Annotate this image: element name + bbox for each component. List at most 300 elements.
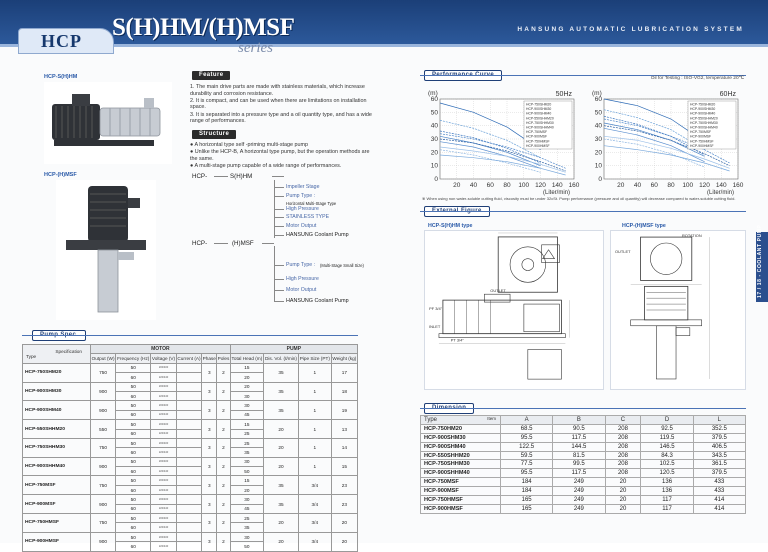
dim-b: 117.5	[553, 433, 605, 442]
dim-d: 146.5	[641, 442, 693, 451]
spec-voltage-50	[151, 514, 176, 523]
spec-freq-50: 50	[116, 476, 151, 485]
spec-pipe-size: 1	[298, 420, 331, 439]
spec-weight: 23	[331, 495, 357, 514]
spec-model: HCP-750HMSF	[23, 514, 91, 533]
dim-c: 20	[605, 478, 641, 487]
x-tick-label: 140	[715, 182, 727, 189]
spec-output: 750	[91, 363, 116, 382]
spec-weight: 19	[331, 401, 357, 420]
legend-entry: HCP-900HMSF	[690, 143, 714, 148]
series-title: S(H)HM/(H)MSF	[112, 14, 295, 41]
stainless-label: STAINLESS TYPE	[286, 214, 330, 220]
spec-pipe-size: 3/4	[298, 514, 331, 533]
legend-entry: HCP-550SHHM20	[690, 116, 718, 121]
dim-d: 136	[641, 487, 693, 496]
dim-c: 20	[605, 487, 641, 496]
spec-freq-60: 60	[116, 410, 151, 419]
spec-weight: 13	[331, 420, 357, 439]
x-tick-label: 140	[551, 182, 563, 189]
ext-type-left: HCP-S(H)HM type	[428, 223, 473, 229]
spec-head-50: 15	[230, 420, 263, 429]
dim-l: 406.5	[693, 442, 745, 451]
dim-c: 208	[605, 433, 641, 442]
spec-head-50: 15	[230, 363, 263, 372]
spec-freq-60: 60	[116, 467, 151, 476]
spec-head-60: 20	[230, 485, 263, 494]
dim-b: 81.5	[553, 451, 605, 460]
dim-l: 414	[693, 496, 745, 505]
spec-volt-a: 200/400	[158, 404, 169, 408]
spec-current-60	[176, 373, 201, 382]
spec-head-50: 30	[230, 457, 263, 466]
dim-l: 433	[693, 478, 745, 487]
spec-weight: 20	[331, 514, 357, 533]
y-tick-label: 50	[430, 109, 438, 117]
x-tick-label: 120	[699, 182, 710, 189]
spec-dis-vol: 20	[264, 420, 299, 439]
x-tick-label: 160	[732, 182, 744, 189]
spec-phase: 3	[202, 495, 217, 514]
dimension-table	[420, 415, 746, 514]
y-tick-label: 30	[594, 136, 602, 143]
dimension-row	[421, 433, 746, 442]
dim-a: 59.5	[501, 451, 553, 460]
spec-poles: 2	[217, 363, 230, 382]
msf-drawing	[610, 230, 746, 390]
y-tick-label: 30	[430, 136, 438, 143]
spec-weight: 15	[331, 457, 357, 476]
y-axis-unit: (m)	[592, 90, 602, 97]
spec-dis-vol: 20	[264, 532, 299, 551]
x-tick-label: 100	[518, 182, 530, 189]
dim-b: 99.5	[553, 460, 605, 469]
spec-freq-50: 50	[116, 363, 151, 372]
pipe-size-header: Pipe Size (PT)	[298, 354, 331, 363]
dim-b: 249	[553, 478, 605, 487]
dim-l: 379.5	[693, 469, 745, 478]
dimension-row	[421, 487, 746, 496]
dim-c-header: C	[605, 416, 641, 425]
y-tick-label: 10	[594, 162, 602, 170]
spec-model: HCP-750MSF	[23, 476, 91, 495]
legend-entry: HCP-900SHM30	[526, 107, 552, 112]
dim-model: HCP-900SHM30	[421, 433, 501, 442]
spec-head-50: 20	[230, 382, 263, 391]
spec-current-60	[176, 467, 201, 476]
spec-voltage-50	[151, 457, 176, 466]
spec-volt-a: 200/400	[158, 441, 169, 445]
spec-phase: 3	[202, 457, 217, 476]
spec-dis-vol: 35	[264, 476, 299, 495]
spec-voltage-50	[151, 420, 176, 429]
legend-entry: HCP-900MSF	[526, 134, 548, 139]
spec-head-60: 50	[230, 542, 263, 551]
dim-type-label: Type	[424, 416, 438, 423]
dim-item-label: Item	[487, 416, 496, 421]
dim-d: 120.5	[641, 469, 693, 478]
structure-item: ● A multi-stage pump capable of a wide range of performances.	[190, 162, 342, 169]
brand-banner: HANSUNG AUTOMATIC LUBRICATION SYSTEM	[517, 26, 744, 33]
structure-list	[190, 142, 378, 170]
y-tick-label: 40	[430, 122, 438, 130]
spec-output: 900	[91, 401, 116, 420]
spec-row	[23, 457, 358, 466]
spec-volt-b: 220/440	[158, 526, 169, 530]
spec-volt-b: 220/440	[158, 432, 169, 436]
shhm-drawing	[424, 230, 604, 390]
spec-poles: 2	[217, 514, 230, 533]
spec-row	[23, 476, 358, 485]
pump-type-label-msf: Pump Type :	[286, 262, 316, 268]
spec-voltage-60	[151, 429, 176, 438]
spec-phase: 3	[202, 363, 217, 382]
code-msf: (H)MSF	[232, 240, 254, 247]
pt-label: PT 3/4"	[450, 337, 464, 343]
spec-phase: 3	[202, 401, 217, 420]
dis-vol-header: Dis. Vol. (ℓ/min)	[264, 354, 299, 363]
legend-entry: HCP-900HMSF	[526, 143, 550, 148]
dim-a: 165	[501, 496, 553, 505]
brand-label-msf: HANSUNG Coolant Pump	[286, 298, 349, 304]
rotation-label: ROTATION	[681, 233, 702, 239]
feature-item: 1. The main drive parts are made with stainless materials, which increase durability and corrosion resistance.	[190, 84, 365, 97]
feature-badge: Feature	[192, 71, 230, 80]
spec-volt-b: 220/440	[158, 469, 169, 473]
weight-header: Weight (kg)	[331, 354, 357, 363]
dim-b: 249	[553, 487, 605, 496]
pump-spec-table	[22, 344, 358, 552]
spec-output: 550	[91, 420, 116, 439]
phase-header: Phase	[202, 354, 217, 363]
structure-item: ● Unlike the HCP-B, A horizontal type pump, but the operation methods are the same.	[190, 149, 370, 162]
spec-head-60: 30	[230, 391, 263, 400]
motor-group-header: MOTOR	[91, 345, 231, 354]
spec-voltage-60	[151, 410, 176, 419]
spec-freq-50: 50	[116, 514, 151, 523]
spec-output: 900	[91, 532, 116, 551]
spec-row	[23, 382, 358, 391]
poles-header: Poles	[217, 354, 230, 363]
frequency-label: 60Hz	[719, 91, 736, 98]
spec-poles: 2	[217, 495, 230, 514]
legend-entry: HCP-750SHHM30	[690, 120, 718, 125]
y-tick-label: 0	[598, 176, 602, 183]
motor-output-label-msf: Motor Output	[286, 287, 317, 293]
motor-output-label: Motor Output	[286, 223, 317, 229]
hcp-tab-label: HCP	[41, 31, 82, 51]
legend-entry: HCP-900SHM40	[526, 111, 552, 116]
dim-c: 20	[605, 496, 641, 505]
spec-specification-header: Specification	[55, 348, 82, 354]
spec-weight: 14	[331, 438, 357, 457]
legend-entry: HCP-900SHHM40	[526, 125, 554, 130]
y-tick-label: 60	[430, 96, 438, 103]
spec-dis-vol: 35	[264, 363, 299, 382]
spec-head-60: 25	[230, 429, 263, 438]
dimension-row	[421, 424, 746, 433]
spec-poles: 2	[217, 457, 230, 476]
x-tick-label: 40	[469, 182, 478, 189]
spec-freq-50: 50	[116, 420, 151, 429]
x-tick-label: 100	[682, 182, 694, 189]
dim-type-header	[421, 416, 501, 425]
spec-volt-b: 220/440	[158, 544, 169, 548]
viscosity-note: ※ When using non water-soluble cutting fluid, viscosity must be under 32cSt. Pump performance (pressure and oil quantity) will decrease compared to water-soluble cutting fluid.	[422, 196, 736, 201]
spec-volt-b: 220/440	[158, 413, 169, 417]
spec-row	[23, 495, 358, 504]
frequency-label: 50Hz	[555, 91, 572, 98]
spec-freq-50: 50	[116, 495, 151, 504]
spec-poles: 2	[217, 382, 230, 401]
spec-current-50	[176, 457, 201, 466]
spec-model: HCP-900MSF	[23, 495, 91, 514]
spec-voltage-60	[151, 373, 176, 382]
dim-model: HCP-900MSF	[421, 487, 501, 496]
y-tick-label: 10	[430, 162, 438, 170]
spec-freq-50: 50	[116, 401, 151, 410]
dim-b: 249	[553, 496, 605, 505]
spec-model: HCP-900SHM30	[23, 382, 91, 401]
spec-freq-60: 60	[116, 448, 151, 457]
dim-model: HCP-900HMSF	[421, 504, 501, 513]
spec-phase: 3	[202, 532, 217, 551]
code-prefix-msf: HCP-	[192, 240, 208, 247]
current-header: Current (A)	[176, 354, 201, 363]
dim-d: 102.5	[641, 460, 693, 469]
spec-current-50	[176, 382, 201, 391]
legend-entry: HCP-750SHM20	[690, 102, 716, 107]
spec-pipe-size: 1	[298, 438, 331, 457]
dim-c: 208	[605, 442, 641, 451]
spec-row	[23, 438, 358, 447]
spec-current-60	[176, 504, 201, 513]
dim-d: 84.3	[641, 451, 693, 460]
spec-voltage-60	[151, 542, 176, 551]
spec-model: HCP-750SHM20	[23, 363, 91, 382]
x-tick-label: 60	[650, 182, 658, 189]
dim-model: HCP-900SHM40	[421, 442, 501, 451]
spec-voltage-60	[151, 391, 176, 400]
dimension-row	[421, 504, 746, 513]
spec-volt-a: 200/400	[158, 385, 169, 389]
ext-type-right: HCP-(H)MSF type	[622, 223, 666, 229]
dim-b: 144.5	[553, 442, 605, 451]
spec-freq-50: 50	[116, 382, 151, 391]
dim-d: 92.5	[641, 424, 693, 433]
spec-row	[23, 532, 358, 541]
spec-current-50	[176, 438, 201, 447]
spec-head-50: 30	[230, 401, 263, 410]
y-tick-label: 20	[594, 149, 602, 157]
dim-l-header: L	[693, 416, 745, 425]
dim-l: 352.5	[693, 424, 745, 433]
spec-weight: 20	[331, 532, 357, 551]
spec-freq-60: 60	[116, 391, 151, 400]
dim-a: 184	[501, 478, 553, 487]
spec-pipe-size: 1	[298, 401, 331, 420]
pump-group-header: PUMP	[230, 345, 357, 354]
side-tab-label: 17 / 18 - COOLANT PUMP	[757, 224, 763, 298]
spec-current-50	[176, 420, 201, 429]
spec-output: 750	[91, 514, 116, 533]
spec-freq-50: 50	[116, 457, 151, 466]
x-tick-label: 80	[503, 182, 511, 189]
spec-current-60	[176, 523, 201, 532]
spec-weight: 18	[331, 382, 357, 401]
pump-type-label: Pump Type :	[286, 193, 316, 199]
spec-head-50: 25	[230, 514, 263, 523]
spec-volt-a: 200/400	[158, 535, 169, 539]
total-head-header: Total Head (m)	[230, 354, 263, 363]
dim-c: 208	[605, 451, 641, 460]
spec-phase: 3	[202, 438, 217, 457]
dim-d-header: D	[641, 416, 693, 425]
spec-freq-60: 60	[116, 373, 151, 382]
spec-volt-b: 220/440	[158, 375, 169, 379]
spec-freq-60: 60	[116, 485, 151, 494]
spec-volt-b: 220/440	[158, 507, 169, 511]
spec-volt-a: 200/400	[158, 516, 169, 520]
legend-entry: HCP-750MSF	[526, 130, 548, 135]
spec-voltage-60	[151, 523, 176, 532]
spec-current-50	[176, 401, 201, 410]
spec-poles: 2	[217, 532, 230, 551]
voltage-header: Voltage (V)	[151, 354, 176, 363]
spec-dis-vol: 35	[264, 495, 299, 514]
brand-label: HANSUNG Coolant Pump	[286, 232, 349, 238]
spec-type-header	[23, 345, 91, 364]
legend-entry: HCP-750HMSF	[690, 139, 714, 144]
spec-volt-a: 200/400	[158, 460, 169, 464]
y-tick-label: 0	[434, 176, 438, 183]
dim-model: HCP-750HMSF	[421, 496, 501, 505]
spec-output: 750	[91, 438, 116, 457]
x-tick-label: 60	[486, 182, 494, 189]
high-pressure-label: High Pressure	[286, 206, 319, 212]
spec-dis-vol: 20	[264, 457, 299, 476]
dim-a: 95.5	[501, 433, 553, 442]
spec-dis-vol: 35	[264, 401, 299, 420]
series-subtitle: series	[238, 40, 273, 56]
spec-model: HCP-550SHHM20	[23, 420, 91, 439]
legend-entry: HCP-900SHM30	[690, 107, 716, 112]
dim-l: 343.5	[693, 451, 745, 460]
hcp-tab	[18, 28, 114, 54]
spec-current-50	[176, 514, 201, 523]
dimension-row	[421, 469, 746, 478]
dim-l: 414	[693, 504, 745, 513]
spec-current-50	[176, 532, 201, 541]
spec-row	[23, 420, 358, 429]
pump-type-desc-msf: (Multi-Stage Small Size)	[320, 262, 364, 268]
vertical-pump-image	[56, 180, 156, 320]
spec-volt-a: 200/400	[158, 497, 169, 501]
legend-entry: HCP-750MSF	[690, 130, 712, 135]
spec-phase: 3	[202, 382, 217, 401]
y-tick-label: 20	[430, 149, 438, 157]
spec-volt-a: 200/400	[158, 479, 169, 483]
legend-entry: HCP-900MSF	[690, 134, 712, 139]
high-pressure-label-msf: High Pressure	[286, 276, 319, 282]
spec-current-60	[176, 542, 201, 551]
impeller-label: Impeller Stage	[286, 184, 320, 190]
legend-entry: HCP-900SHHM40	[690, 125, 718, 130]
dim-b: 249	[553, 504, 605, 513]
structure-badge: Structure	[192, 130, 236, 139]
spec-voltage-60	[151, 504, 176, 513]
spec-freq-60: 60	[116, 429, 151, 438]
spec-volt-a: 200/400	[158, 422, 169, 426]
spec-poles: 2	[217, 438, 230, 457]
spec-head-60: 20	[230, 373, 263, 382]
spec-head-50: 30	[230, 495, 263, 504]
spec-row	[23, 363, 358, 372]
dim-b: 117.5	[553, 469, 605, 478]
spec-volt-b: 220/440	[158, 394, 169, 398]
outlet-label-msf: OUTLET	[614, 248, 631, 254]
x-tick-label: 40	[633, 182, 642, 189]
output-header: Output (W)	[91, 354, 116, 363]
feature-item: 2. It is compact, and can be used when there are limitations on installation space.	[190, 97, 367, 111]
dimension-row	[421, 496, 746, 505]
spec-phase: 3	[202, 514, 217, 533]
spec-type-label: Type	[26, 353, 37, 359]
dim-model: HCP-550SHHM20	[421, 451, 501, 460]
dim-d: 117	[641, 496, 693, 505]
dim-a: 165	[501, 504, 553, 513]
dim-l: 379.5	[693, 433, 745, 442]
dim-b: 90.5	[553, 424, 605, 433]
spec-volt-a: 200/400	[158, 366, 169, 370]
spec-current-60	[176, 429, 201, 438]
dim-d: 117	[641, 504, 693, 513]
inlet-label: INLET	[429, 323, 441, 329]
spec-row	[23, 514, 358, 523]
y-axis-unit: (m)	[428, 90, 438, 97]
dim-model: HCP-750HM20	[421, 424, 501, 433]
spec-dis-vol: 20	[264, 438, 299, 457]
spec-head-60: 45	[230, 504, 263, 513]
side-tab	[756, 224, 768, 302]
spec-pipe-size: 1	[298, 363, 331, 382]
dim-b-header: B	[553, 416, 605, 425]
spec-output: 900	[91, 457, 116, 476]
spec-current-60	[176, 391, 201, 400]
x-tick-label: 20	[617, 182, 625, 189]
spec-head-50: 30	[230, 532, 263, 541]
spec-current-60	[176, 485, 201, 494]
spec-voltage-50	[151, 438, 176, 447]
legend-entry: HCP-550SHHM20	[526, 116, 554, 121]
dim-a: 77.5	[501, 460, 553, 469]
legend-entry: HCP-750SHM20	[526, 102, 552, 107]
spec-head-60: 35	[230, 448, 263, 457]
spec-pipe-size: 1	[298, 382, 331, 401]
spec-voltage-60	[151, 467, 176, 476]
dim-model: HCP-750SHHM30	[421, 460, 501, 469]
spec-current-60	[176, 448, 201, 457]
spec-row	[23, 401, 358, 410]
dimension-row	[421, 442, 746, 451]
product-label-shhm: HCP-S(H)HM	[44, 74, 78, 80]
spec-head-60: 50	[230, 467, 263, 476]
legend-entry: HCP-750HMSF	[526, 139, 550, 144]
spec-current-60	[176, 410, 201, 419]
spec-pipe-size: 3/4	[298, 476, 331, 495]
spec-freq-50: 50	[116, 532, 151, 541]
dim-a: 184	[501, 487, 553, 496]
